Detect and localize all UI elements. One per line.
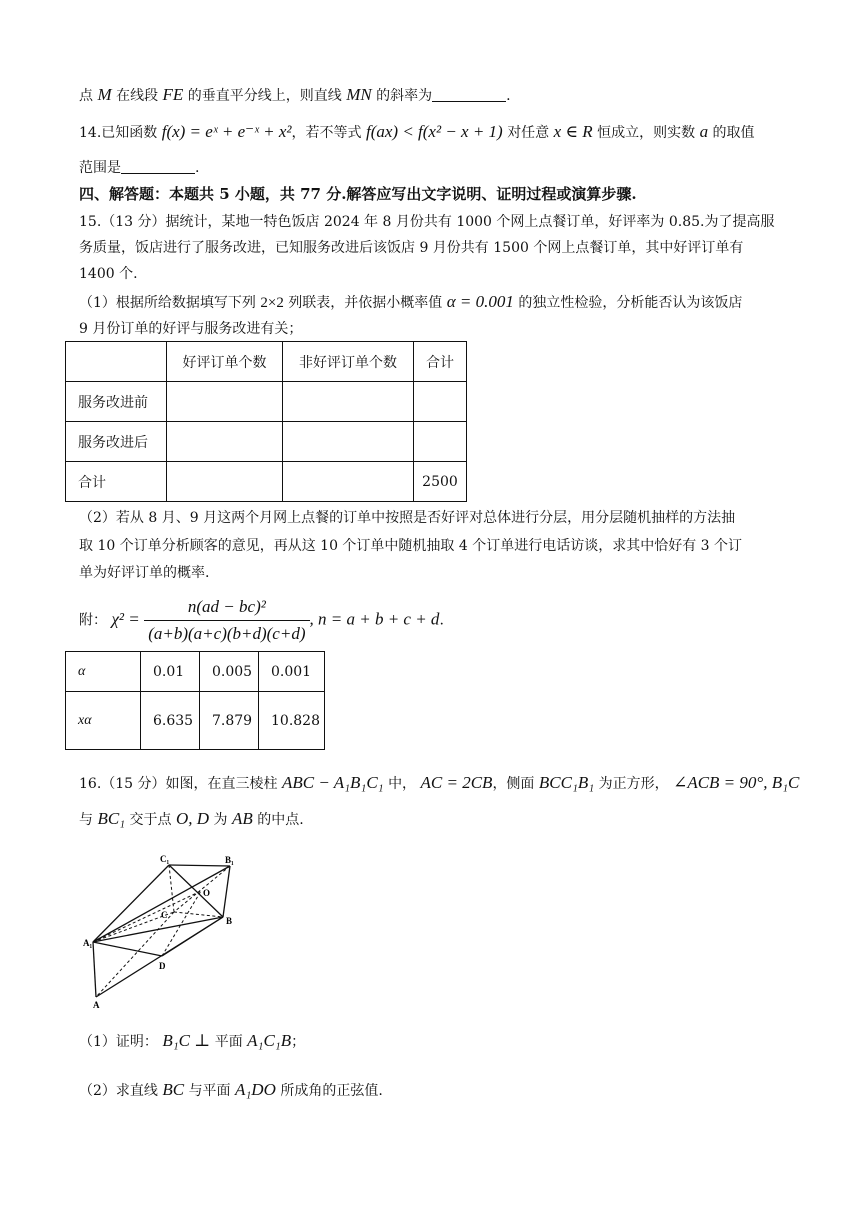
row-label: xα <box>66 692 141 750</box>
row-label: α <box>66 652 141 692</box>
q15-line1: 15.（13 分）据统计，某地一特色饭店 2024 年 8 月份共有 1000 个网上点餐订单，好评率为 0.85.为了提高服 <box>79 214 775 230</box>
table-row <box>66 692 325 750</box>
label-b: B <box>226 916 233 926</box>
table-cell <box>167 422 283 462</box>
chi-fraction: $\frac{\text{n(ad − bc)²}}{(a+b)(a+c)(b+d)(c+d)}$ <box>144 596 309 645</box>
table-row <box>66 652 325 692</box>
critical-value-table <box>65 651 325 750</box>
q16-line2: 与 BC₁ 交于点 O, D 为 AB 的中点. <box>79 809 304 828</box>
prism-figure <box>78 850 248 1015</box>
table-cell: 0.01 <box>141 652 200 692</box>
q15-part1-line1: （1）根据所给数据填写下列 2×2 列联表，并依据小概率值 α = 0.001 的独立性检验，分析能否认为该饭店 <box>79 292 743 311</box>
q13-tail-line: 点 M 在线段 FE 的垂直平分线上，则直线 MN 的斜率为 . <box>79 85 511 104</box>
label-o: O <box>203 888 211 898</box>
table-cell: 10.828 <box>259 692 325 750</box>
table-header: 好评订单个数 <box>167 342 283 382</box>
table-cell <box>66 342 167 382</box>
chi-square-formula: 附： χ² = $\frac{\text{n(ad − bc)²}}{(a+b)(a+c)(b+d)(c+d)}$ , n = a + b + c + d. <box>79 597 444 643</box>
q14-line1: 14.已知函数 f(x) = eˣ + e⁻ˣ + x²，若不等式 f(ax) < f(x² − x + 1) 对任意 x ∈ R 恒成立，则实数 a 的取值 <box>79 122 755 141</box>
table-cell: 0.001 <box>259 652 325 692</box>
q15-line2: 务质量，饭店进行了服务改进，已知服务改进后该饭店 9 月份共有 1500 个网上点餐订单，其中好评订单有 <box>79 240 744 256</box>
q15-part2-line1: （2）若从 8 月、9 月这两个月网上点餐的订单中按照是否好评对总体进行分层，用分层随机抽样的方法抽 <box>79 510 736 526</box>
table-cell <box>283 422 414 462</box>
label-c1: C₁ <box>160 854 170 864</box>
label-a1: A₁ <box>83 938 93 948</box>
q15-part2-line2: 取 10 个订单分析顾客的意见，再从这 10 个订单中随机抽取 4 个订单进行电话访谈，求其中恰好有 3 个订 <box>79 538 743 554</box>
label-d: D <box>159 961 166 971</box>
table-header: 非好评订单个数 <box>283 342 414 382</box>
table-cell <box>167 382 283 422</box>
row-label: 服务改进后 <box>66 422 167 462</box>
table-cell: 6.635 <box>141 692 200 750</box>
label-a: A <box>93 1000 100 1010</box>
row-label: 合计 <box>66 462 167 502</box>
total-cell: 2500 <box>414 462 467 502</box>
answer-blank <box>432 87 506 102</box>
table-row <box>66 342 467 382</box>
table-cell: 7.879 <box>200 692 259 750</box>
q14-function: f(x) = eˣ + e⁻ˣ + x² <box>161 122 292 141</box>
label-c: C <box>161 910 168 920</box>
table-cell <box>283 382 414 422</box>
q14-line2: 范围是 . <box>79 160 200 176</box>
row-label: 服务改进前 <box>66 382 167 422</box>
q15-part1-line2: 9 月份订单的好评与服务改进有关； <box>79 321 303 337</box>
table-cell <box>414 382 467 422</box>
q16-line1: 16.（15 分）如图，在直三棱柱 ABC − A₁B₁C₁ 中， AC = 2CB，侧面 BCC₁B₁ 为正方形， ∠ACB = 90°, B₁C <box>79 773 800 792</box>
q14-inequality: f(ax) < f(x² − x + 1) <box>365 122 503 141</box>
table-cell <box>283 462 414 502</box>
q15-part2-line3: 单为好评订单的概率. <box>79 565 210 581</box>
table-row <box>66 422 467 462</box>
contingency-table <box>65 341 467 502</box>
table-cell <box>167 462 283 502</box>
q16-part2: （2）求直线 BC 与平面 A₁DO 所成角的正弦值. <box>79 1080 383 1099</box>
table-cell: 0.005 <box>200 652 259 692</box>
table-header: 合计 <box>414 342 467 382</box>
q15-line3: 1400 个. <box>79 266 138 282</box>
section-heading: 四、解答题：本题共 5 小题，共 77 分.解答应写出文字说明、证明过程或演算步骤. <box>79 185 637 203</box>
q16-part1: （1）证明： B₁C ⊥ 平面 A₁C₁B； <box>79 1031 306 1050</box>
table-cell <box>414 422 467 462</box>
answer-blank <box>121 159 195 174</box>
table-row <box>66 462 467 502</box>
table-row <box>66 382 467 422</box>
label-b1: B₁ <box>225 855 234 865</box>
